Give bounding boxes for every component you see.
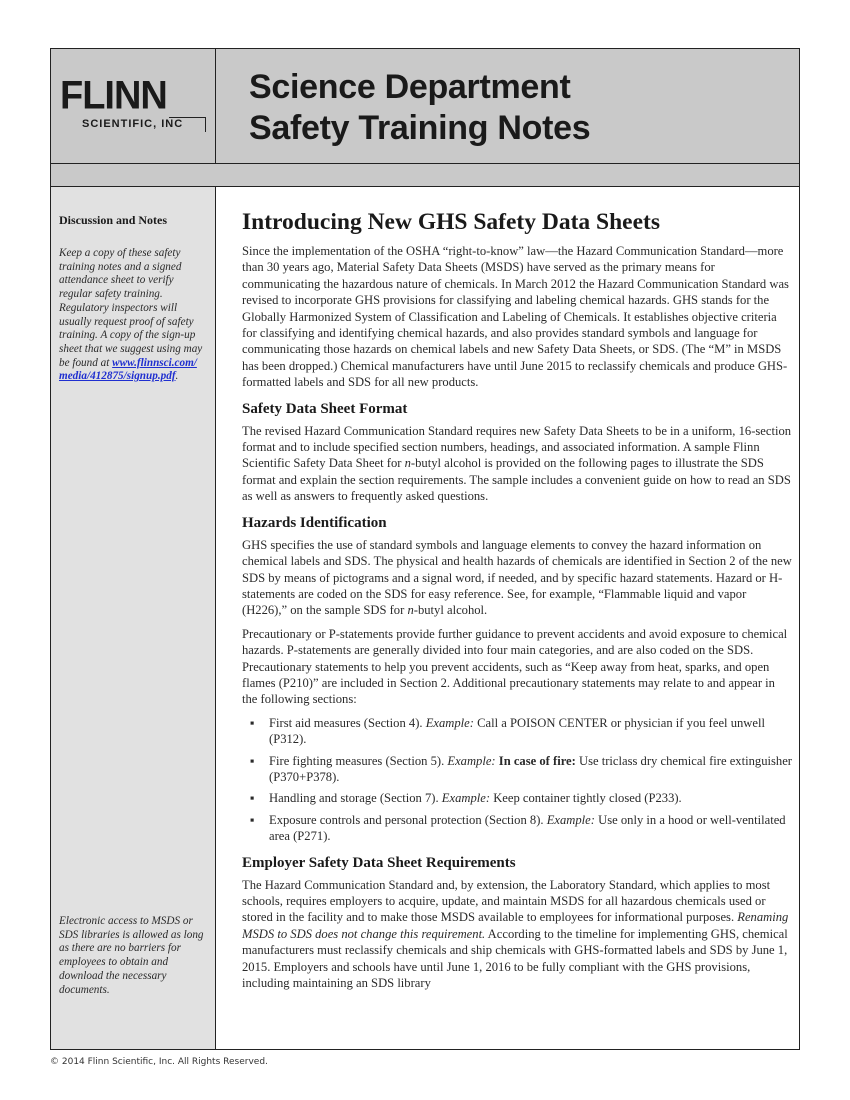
sidebar-note-bottom: Electronic access to MSDS or SDS libraries is allowed as long as there are no barriers for employees to obtain and download the necessary documents.: [59, 915, 204, 996]
title-line-1: Science Department: [249, 68, 571, 106]
link-punctuation: .: [175, 370, 179, 383]
bullet-icon: ▪: [250, 715, 255, 730]
italic-span: n: [404, 456, 411, 471]
precautionary-list: [242, 715, 792, 845]
logo-rule: [169, 117, 206, 132]
sidebar: [51, 187, 216, 1049]
section-heading-employer: Employer Safety Data Sheet Requirements: [242, 854, 516, 871]
copyright-notice: © 2014 Flinn Scientific, Inc. All Rights Reserved.: [50, 1057, 268, 1067]
text-span: -butyl alcohol.: [413, 603, 488, 618]
text-span: The revised Hazard Communication Standard requires new Safety Data Sheets to be in a uniform, 16-section format and to include specified section numbers, headings, and associated information. A sample Flinn Scientific Safety Data Sheet for: [242, 423, 792, 471]
text-span: Call a POISON CENTER or physician if you feel unwell (P312).: [269, 715, 765, 747]
page-title: [249, 67, 590, 149]
section-heading-hazards: Hazards Identification: [242, 514, 387, 531]
italic-span: Example:: [546, 812, 595, 827]
logo-subtitle: SCIENTIFIC, INC: [82, 118, 184, 130]
header-band: [51, 164, 799, 187]
link-line-2[interactable]: media/412875/signup.pdf: [59, 370, 176, 383]
hazards-paragraph-2: Precautionary or P-statements provide further guidance to prevent accidents and avoid exposure to chemical hazards. P-statements are generally divided into four main categories, and are also coded on the SDS. Precautionary statements to help you prevent accidents, such as “Keep away from heat, sparks, and open flames (P210)” are included in Section 2. Additional precautionary statements may relate to and appear in the following sections:: [242, 626, 788, 707]
text-span: According to the timeline for implementing GHS, chemical manufacturers must reclassify chemicals and ship chemicals with GHS-formatted labels and SDS by June 1, 2015. Employers and schools have until June 1, 2016 to be fully compliant with the GHS provisions, including maintaining an SDS library: [242, 926, 788, 991]
hazards-paragraph-1: [242, 537, 792, 619]
main-content: [242, 207, 792, 998]
bullet-icon: ▪: [250, 812, 255, 827]
text-span: The Hazard Communication Standard and, by extension, the Laboratory Standard, which applies to most schools, requires employers to acquire, update, and maintain MSDS for all hazardous chemicals used or stored in the facility and to make those MSDS available to employees for informational purposes.: [242, 877, 771, 925]
bullet-icon: ▪: [250, 753, 255, 768]
bold-span: In case of fire:: [495, 753, 576, 768]
text-span: Handling and storage (Section 7).: [269, 791, 442, 806]
text-span: Exposure controls and personal protection (Section 8).: [269, 812, 547, 827]
italic-span: Example:: [425, 715, 474, 730]
list-item: [250, 753, 792, 786]
bullet-icon: ▪: [250, 791, 255, 806]
logo: [51, 49, 216, 163]
text-span: First aid measures (Section 4).: [269, 715, 426, 730]
employer-paragraph: [242, 877, 792, 992]
page-frame: [50, 48, 800, 1050]
list-item: [250, 812, 792, 845]
italic-span: Renaming MSDS to SDS does not change this requirement.: [242, 910, 789, 941]
sidebar-heading: Discussion and Notes: [59, 213, 168, 227]
sidebar-note-text: Keep a copy of these safety training notes and a signed attendance sheet to verify regular safety training. Regulatory inspectors will usually request proof of safety training. A copy of the sign-up sheet that we suggest using may be found at: [59, 247, 203, 369]
text-span: Use triclass dry chemical fire extinguisher (P370+P378).: [269, 753, 792, 784]
italic-span: Example:: [447, 753, 496, 768]
italic-span: Example:: [441, 791, 491, 806]
article-title: Introducing New GHS Safety Data Sheets: [242, 209, 661, 235]
text-span: Use only in a hood or well-ventilated area (P271).: [269, 812, 786, 844]
sidebar-note-top: [59, 247, 207, 384]
text-span: -butyl alcohol is provided on the following pages to illustrate the SDS format and explain the section requirements. The sample includes a convenient guide on how to read an SDS as well as answers to frequently asked questions.: [242, 456, 791, 504]
section-heading-sds-format: Safety Data Sheet Format: [242, 400, 408, 417]
text-span: Keep container tightly closed (P233).: [490, 791, 682, 806]
logo-wordmark: FLINN: [60, 73, 167, 119]
sds-format-paragraph: [242, 423, 792, 505]
list-item: [250, 790, 792, 806]
text-span: GHS specifies the use of standard symbols and language elements to convey the hazard information on chemical labels and SDS. The physical and health hazards of chemicals are identified in Section 2 of the new SDS by means of pictograms and a signal word, if needed, and by specific hazard statements. Hazard or H-statements are coded on the SDS for easy reference. See, for example, “Flammable liquid and vapor (H226),” on the sample SDS for: [242, 537, 792, 618]
italic-span: n: [407, 603, 414, 618]
intro-paragraph: Since the implementation of the OSHA “right-to-know” law—the Hazard Communication Standard—more than 30 years ago, Material Safety Data Sheets (MSDS) have served as the primary means for communicating the hazardous nature of chemicals. In March 2012 the Hazard Communication Standard was revised to incorporate GHS provisions for classifying and labeling chemical hazards. GHS stands for the Globally Harmonized System of Classification and Labeling of Chemicals. It establishes objective criteria for classifying and identifying chemical hazards, and also provides standard symbols and language for communicating those hazards on chemical labels and new Safety Data Sheets, or SDS. (The “M” in MSDS has been dropped.) Chemical manufacturers have until June 2015 to reclassify chemicals and produce GHS-formatted labels and SDS for all new products.: [242, 244, 789, 390]
page-header: [51, 49, 799, 164]
text-span: Fire fighting measures (Section 5).: [269, 753, 448, 768]
list-item: [250, 715, 792, 748]
title-line-2: Safety Training Notes: [249, 109, 591, 147]
link-line-1[interactable]: www.flinnsci.com/: [112, 356, 197, 369]
